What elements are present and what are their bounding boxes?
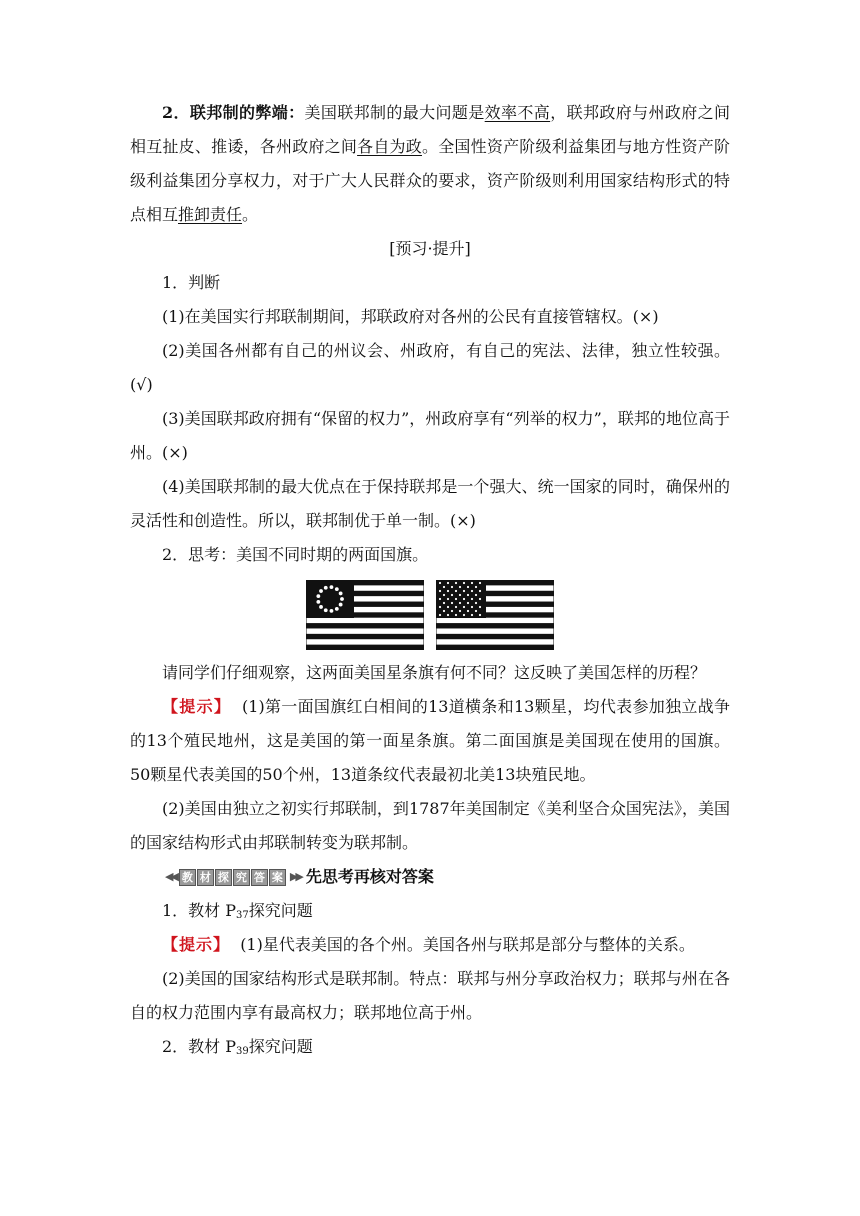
double-chevron-right-icon: ▶▶ bbox=[289, 870, 301, 883]
judge-item: (3)美国联邦政府拥有“保留的权力”，州政府享有“列举的权力”，联邦的地位高于州。(×) bbox=[130, 409, 730, 462]
document-page bbox=[130, 96, 730, 1064]
think-answer-2: (2)美国由独立之初实行邦联制，到1787年美国制定《美利坚合众国宪法》，美国的国家结构形式由邦联制转变为联邦制。 bbox=[130, 799, 730, 852]
text-run: ，联邦政府与州政府之间相互扯皮、推诿，各州政府之间 bbox=[130, 103, 730, 156]
banner-text: 先思考再核对答案 bbox=[305, 867, 434, 886]
textbook-answer-2: (2)美国的国家结构形式是联邦制。特点：联邦与州分享政治权力；联邦与州在各自的权力范围内享有最高权力；联邦地位高于州。 bbox=[130, 969, 730, 1022]
betsy-ross-flag-image bbox=[306, 580, 424, 650]
banner-char: 材 bbox=[197, 869, 214, 886]
hint-label: 【提示】 bbox=[162, 935, 231, 954]
underlined-term: 推卸责任 bbox=[178, 205, 243, 224]
judge-item: (1)在美国实行邦联制期间，邦联政府对各州的公民有直接管辖权。(×) bbox=[162, 307, 659, 326]
page-number: 37 bbox=[236, 910, 249, 921]
banner-char: 答 bbox=[251, 869, 268, 886]
page-number: 39 bbox=[236, 1046, 249, 1057]
banner-char: 案 bbox=[269, 869, 286, 886]
underlined-term: 各自为政 bbox=[357, 137, 422, 156]
judge-title: 1．判断 bbox=[162, 273, 221, 292]
question-suffix: 探究问题 bbox=[248, 1037, 313, 1056]
section-number: 2． bbox=[162, 103, 190, 122]
judge-item: (2)美国各州都有自己的州议会、州政府，有自己的宪法、法律，独立性较强。(√) bbox=[130, 341, 730, 394]
question-prefix: 1．教材 P bbox=[162, 901, 237, 920]
underlined-term: 效率不高 bbox=[484, 103, 551, 122]
text-run: 美国联邦制的最大问题是 bbox=[304, 103, 485, 122]
answer-text: (1)第一面国旗红白相间的13道横条和13颗星，均代表参加独立战争的13个殖民地州，这是美国的第一面星条旗。第二面国旗是美国现在使用的国旗。50颗星代表美国的50个州，13道条纹代表最初北美13块殖民地。 bbox=[130, 697, 730, 784]
textbook-question-1 bbox=[130, 894, 730, 928]
banner-char: 教 bbox=[179, 869, 196, 886]
modern-us-flag-image bbox=[436, 580, 554, 650]
textbook-answer-1 bbox=[130, 928, 730, 962]
judge-item: (4)美国联邦制的最大优点在于保持联邦是一个强大、统一国家的同时，确保州的灵活性和创造性。所以，联邦制优于单一制。(×) bbox=[130, 477, 730, 530]
textbook-question-2 bbox=[130, 1030, 730, 1064]
banner-label bbox=[179, 869, 287, 886]
text-run: 。 bbox=[242, 205, 259, 224]
answer-text: (1)星代表美国的各个州。美国各州与联邦是部分与整体的关系。 bbox=[240, 935, 695, 954]
preview-section-title: [预习·提升] bbox=[389, 239, 471, 258]
think-question: 请同学们仔细观察，这两面美国星条旗有何不同？这反映了美国怎样的历程？ bbox=[162, 663, 707, 682]
double-chevron-left-icon: ◀◀ bbox=[165, 870, 176, 883]
question-suffix: 探究问题 bbox=[248, 901, 313, 920]
textbook-answers-banner bbox=[162, 860, 730, 894]
text-run: 。全国性资产阶级利益集团与地方性资产阶级利益集团分享权力，对于广大人民群众的要求，资产阶级则利用国家结构形式的特点相互 bbox=[130, 137, 730, 224]
think-title: 2．思考：美国不同时期的两面国旗。 bbox=[162, 545, 429, 564]
section-federal-drawbacks bbox=[130, 96, 730, 232]
flag-images bbox=[130, 580, 730, 650]
banner-char: 探 bbox=[215, 869, 232, 886]
think-answer-1 bbox=[130, 690, 730, 792]
hint-label: 【提示】 bbox=[162, 697, 232, 716]
question-prefix: 2．教材 P bbox=[162, 1037, 237, 1056]
section-heading: 联邦制的弊端： bbox=[189, 103, 305, 122]
banner-char: 究 bbox=[233, 869, 250, 886]
